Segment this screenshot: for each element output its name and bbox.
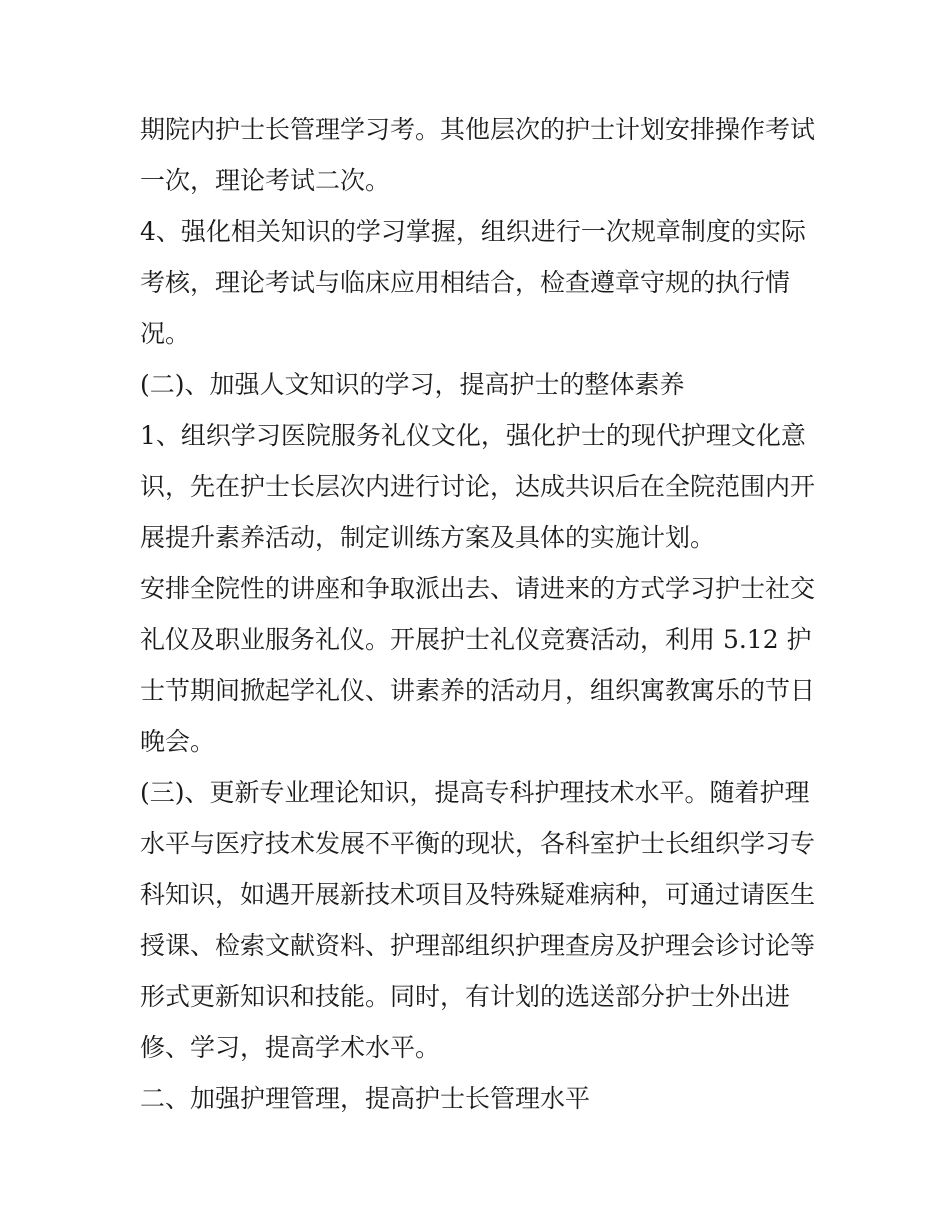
paragraph-etiquette: 安排全院性的讲座和争取派出去、请进来的方式学习护士社交礼仪及职业服务礼仪。开展护士礼仪竞赛活动，利用 5.12 护士节期间掀起学礼仪、讲素养的活动月，组织寓教寓乐的节日晚会。 (140, 574, 816, 756)
section-heading-3: (三)、更新专业理论知识，提高专科护理技术水平。随着护理水平与医疗技术发展不平衡的现状，各科室护士长组织学习专科知识，如遇开展新技术项目及特殊疑难病种，可通过请医生授课、检索文献资料、护理部组织护理查房及护理会诊讨论等形式更新知识和技能。同时，有计划的选送部分护士外出进修、学习，提高学术水平。 (140, 778, 816, 1062)
paragraph-item-4: 4、强化相关知识的学习掌握，组织进行一次规章制度的实际考核，理论考试与临床应用相结合，检查遵章守规的执行情况。 (140, 217, 806, 348)
section-heading-2: (二)、加强人文知识的学习，提高护士的整体素养 (140, 370, 685, 399)
paragraph-item-1: 1、组织学习医院服务礼仪文化，强化护士的现代护理文化意识，先在护士长层次内进行讨论，达成共识后在全院范围内开展提升素养活动，制定训练方案及具体的实施计划。 (140, 421, 816, 552)
document-body (140, 104, 816, 1124)
chapter-heading-2: 二、加强护理管理，提高护士长管理水平 (140, 1084, 591, 1113)
paragraph-exam-plan: 期院内护士长管理学习考。其他层次的护士计划安排操作考试一次，理论考试二次。 (140, 115, 816, 195)
